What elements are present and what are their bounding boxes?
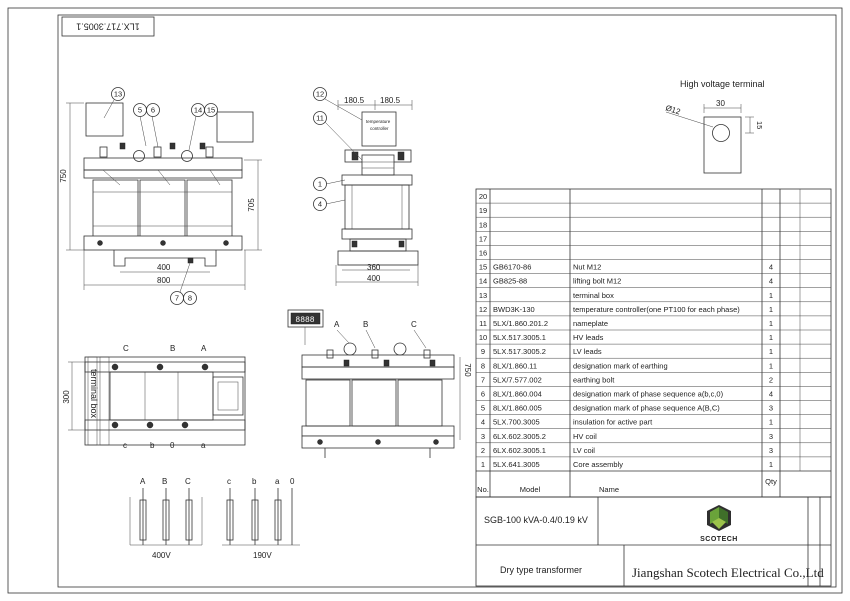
schematic-lv-b: b bbox=[252, 477, 257, 486]
svg-text:1: 1 bbox=[317, 179, 323, 189]
table-row bbox=[481, 446, 773, 455]
table-cell-no: 13 bbox=[478, 290, 488, 300]
table-cell-no: 11 bbox=[479, 319, 487, 328]
table-cell-no: 2 bbox=[480, 445, 486, 455]
table-cell-name: designation mark of phase sequence A(B,C) bbox=[573, 403, 720, 413]
table-cell-no: 5 bbox=[480, 403, 486, 413]
side-view bbox=[314, 88, 419, 287]
table-cell-qty: 1 bbox=[768, 347, 774, 357]
schematic-hv-c: C bbox=[185, 477, 191, 486]
table-cell-qty: 1 bbox=[768, 361, 774, 371]
table-row bbox=[479, 234, 487, 243]
table-cell-no: 7 bbox=[480, 375, 486, 385]
table-row bbox=[479, 277, 773, 286]
svg-text:12: 12 bbox=[315, 89, 325, 99]
svg-text:7: 7 bbox=[174, 293, 180, 303]
table-cell-qty: 1 bbox=[768, 290, 774, 300]
table-cell-no: 14 bbox=[478, 276, 488, 286]
table-cell-name: terminal box bbox=[573, 290, 614, 300]
company-name: Jiangshan Scotech Electrical Co.,Ltd bbox=[632, 565, 824, 580]
table-cell-qty: 1 bbox=[768, 460, 774, 469]
table-cell-qty: 3 bbox=[768, 403, 774, 413]
rear-view bbox=[288, 310, 472, 458]
front-balloon-15 bbox=[205, 104, 218, 117]
table-row bbox=[481, 361, 773, 370]
table-cell-model: 6LX.602.3005.1 bbox=[493, 445, 546, 455]
scotech-logo bbox=[700, 505, 738, 543]
table-cell-no: 19 bbox=[478, 206, 488, 216]
table-row bbox=[479, 263, 773, 272]
table-row bbox=[481, 390, 773, 399]
table-cell-model: 8LX/1.860.005 bbox=[493, 403, 542, 413]
side-balloon-11 bbox=[314, 112, 363, 161]
side-balloon-1 bbox=[314, 178, 346, 191]
winding-schematic bbox=[130, 477, 300, 560]
svg-text:8: 8 bbox=[187, 293, 193, 303]
table-cell-model: 5LX/7.577.002 bbox=[493, 375, 542, 385]
side-balloon-4 bbox=[314, 198, 346, 211]
svg-text:15: 15 bbox=[206, 105, 216, 115]
table-cell-qty: 4 bbox=[768, 262, 774, 272]
svg-text:13: 13 bbox=[113, 89, 123, 99]
table-row bbox=[481, 404, 773, 413]
table-row bbox=[481, 418, 773, 427]
front-base-inner-dim: 400 bbox=[157, 263, 171, 272]
parts-table bbox=[476, 189, 831, 497]
side-controller-label-1: temperature bbox=[366, 119, 391, 124]
hv-terminal-title: High voltage terminal bbox=[680, 79, 765, 89]
table-cell-name: temperature controller(one PT100 for each phase) bbox=[573, 304, 740, 314]
table-row bbox=[481, 460, 773, 469]
table-row bbox=[479, 206, 487, 215]
side-right-dim: 180.5 bbox=[380, 96, 401, 105]
table-cell-name: designation mark of earthing bbox=[573, 361, 668, 371]
display-digits: 8888 bbox=[295, 316, 315, 325]
hv-terminal-detail bbox=[664, 79, 764, 173]
schematic-hv-b: B bbox=[162, 477, 168, 486]
table-cell-no: 6 bbox=[480, 389, 486, 399]
table-cell-no: 15 bbox=[478, 262, 488, 272]
table-cell-qty: 4 bbox=[768, 276, 774, 286]
top-hv-label-b: B bbox=[170, 344, 176, 353]
table-cell-qty: 2 bbox=[768, 375, 774, 385]
table-header-name: Name bbox=[598, 485, 620, 494]
top-lv-label-a: a bbox=[201, 441, 206, 450]
table-cell-no: 20 bbox=[478, 192, 488, 202]
hv-terminal-offset-dim: 15 bbox=[755, 121, 764, 130]
table-row bbox=[479, 249, 487, 258]
top-view bbox=[62, 344, 245, 450]
table-cell-model: 8LX/1.860.004 bbox=[493, 389, 542, 399]
table-cell-model: BWD3K-130 bbox=[493, 304, 535, 314]
table-header-qty: Qty bbox=[765, 477, 777, 486]
brand-name: SCOTECH bbox=[700, 536, 738, 543]
table-cell-qty: 4 bbox=[768, 389, 774, 399]
title-block bbox=[476, 497, 831, 586]
table-cell-no: 9 bbox=[480, 347, 486, 357]
top-lv-label-0: 0 bbox=[170, 441, 175, 450]
schematic-lv-c: c bbox=[227, 477, 231, 486]
svg-text:5: 5 bbox=[137, 105, 143, 115]
table-cell-name: LV coil bbox=[573, 445, 595, 455]
schematic-hv-voltage: 400V bbox=[152, 551, 171, 560]
schematic-hv-a: A bbox=[140, 477, 146, 486]
table-cell-no: 18 bbox=[478, 220, 488, 230]
product-name: Dry type transformer bbox=[500, 565, 583, 575]
rear-hv-label-b: B bbox=[363, 320, 369, 329]
table-cell-qty: 1 bbox=[768, 319, 774, 328]
table-row bbox=[479, 305, 773, 314]
schematic-lv-0: 0 bbox=[290, 477, 295, 486]
table-cell-no: 8 bbox=[480, 361, 486, 371]
top-lv-label-c: c bbox=[123, 441, 127, 450]
table-cell-qty: 3 bbox=[768, 431, 774, 441]
rear-hv-label-a: A bbox=[334, 320, 340, 329]
table-row bbox=[481, 347, 773, 356]
table-cell-name: earthing bolt bbox=[573, 375, 615, 385]
table-cell-name: insulation for active part bbox=[573, 417, 653, 427]
top-hv-label-a: A bbox=[201, 344, 207, 353]
table-cell-name: HV leads bbox=[573, 333, 604, 343]
table-cell-name: Nut M12 bbox=[573, 262, 602, 272]
table-cell-model: 8LX/1.860.11 bbox=[493, 361, 538, 371]
table-cell-model: 6LX.602.3005.2 bbox=[493, 431, 546, 441]
table-cell-model: GB6170-86 bbox=[493, 262, 532, 272]
outer-frame bbox=[8, 8, 842, 593]
table-cell-model: 5LX.517.3005.1 bbox=[493, 333, 546, 343]
table-cell-model: GB825-88 bbox=[493, 276, 528, 286]
schematic-lv-a: a bbox=[275, 477, 280, 486]
table-cell-name: HV coil bbox=[573, 431, 597, 441]
table-cell-no: 12 bbox=[478, 304, 488, 314]
table-cell-no: 17 bbox=[478, 234, 488, 244]
side-left-dim: 180.5 bbox=[344, 96, 365, 105]
table-row bbox=[479, 319, 773, 328]
top-depth-dim: 300 bbox=[62, 390, 71, 404]
table-cell-qty: 3 bbox=[768, 445, 774, 455]
table-cell-model: 5LX.700.3005 bbox=[493, 417, 540, 427]
top-hv-label-c: C bbox=[123, 344, 129, 353]
table-row bbox=[479, 291, 773, 300]
table-cell-no: 1 bbox=[480, 460, 486, 469]
table-cell-name: LV leads bbox=[573, 347, 602, 357]
table-cell-qty: 1 bbox=[768, 333, 774, 343]
front-height-dim: 750 bbox=[59, 169, 68, 183]
table-row bbox=[481, 375, 773, 384]
table-cell-name: nameplate bbox=[573, 319, 609, 328]
side-base-inner-dim: 360 bbox=[367, 263, 381, 272]
table-header-model: Model bbox=[519, 485, 541, 494]
table-cell-model: 5LX.641.3005 bbox=[493, 460, 540, 469]
front-balloon-5 bbox=[134, 104, 147, 147]
table-cell-name: Core assembly bbox=[573, 460, 624, 469]
table-cell-qty: 1 bbox=[768, 417, 774, 427]
schematic-lv-voltage: 190V bbox=[253, 551, 272, 560]
table-row bbox=[479, 333, 773, 342]
table-cell-no: 3 bbox=[480, 431, 486, 441]
hv-terminal-width-dim: 30 bbox=[716, 99, 725, 108]
table-row bbox=[479, 220, 487, 229]
table-row bbox=[481, 432, 773, 441]
table-header-no: No. bbox=[477, 485, 489, 494]
table-cell-no: 4 bbox=[480, 417, 486, 427]
model-designation: SGB-100 kVA-0.4/0.19 kV bbox=[484, 515, 588, 525]
top-box-label: terminal box bbox=[89, 369, 99, 419]
svg-text:6: 6 bbox=[150, 105, 156, 115]
table-cell-no: 10 bbox=[478, 333, 488, 343]
side-controller-label-2: controller bbox=[370, 126, 389, 131]
hv-terminal-hole-dim: Ø12 bbox=[664, 103, 682, 117]
top-lv-label-b: b bbox=[150, 441, 155, 450]
table-cell-model: 5LX/1.860.201.2 bbox=[493, 319, 549, 328]
front-balloon-6 bbox=[147, 104, 160, 148]
front-balloon-8 bbox=[184, 292, 197, 305]
svg-text:14: 14 bbox=[193, 105, 203, 115]
table-cell-name: designation mark of phase sequence a(b,c,0) bbox=[573, 389, 724, 399]
table-cell-no: 16 bbox=[478, 248, 488, 258]
rear-hv-label-c: C bbox=[411, 320, 417, 329]
front-base-outer-dim: 800 bbox=[157, 276, 171, 285]
drawing-number: 1LX.717.3005.1 bbox=[76, 21, 140, 32]
rear-height-dim: 750 bbox=[463, 363, 472, 377]
table-cell-model: 5LX.517.3005.2 bbox=[493, 347, 546, 357]
table-cell-name: lifting bolt M12 bbox=[573, 276, 622, 286]
side-base-outer-dim: 400 bbox=[367, 274, 381, 283]
front-view bbox=[59, 88, 262, 305]
svg-text:4: 4 bbox=[317, 199, 323, 209]
table-row bbox=[479, 192, 487, 201]
svg-text:11: 11 bbox=[316, 113, 324, 123]
table-cell-qty: 1 bbox=[768, 304, 774, 314]
drawing-number-box bbox=[62, 17, 154, 36]
front-core-height-dim: 705 bbox=[247, 198, 256, 212]
